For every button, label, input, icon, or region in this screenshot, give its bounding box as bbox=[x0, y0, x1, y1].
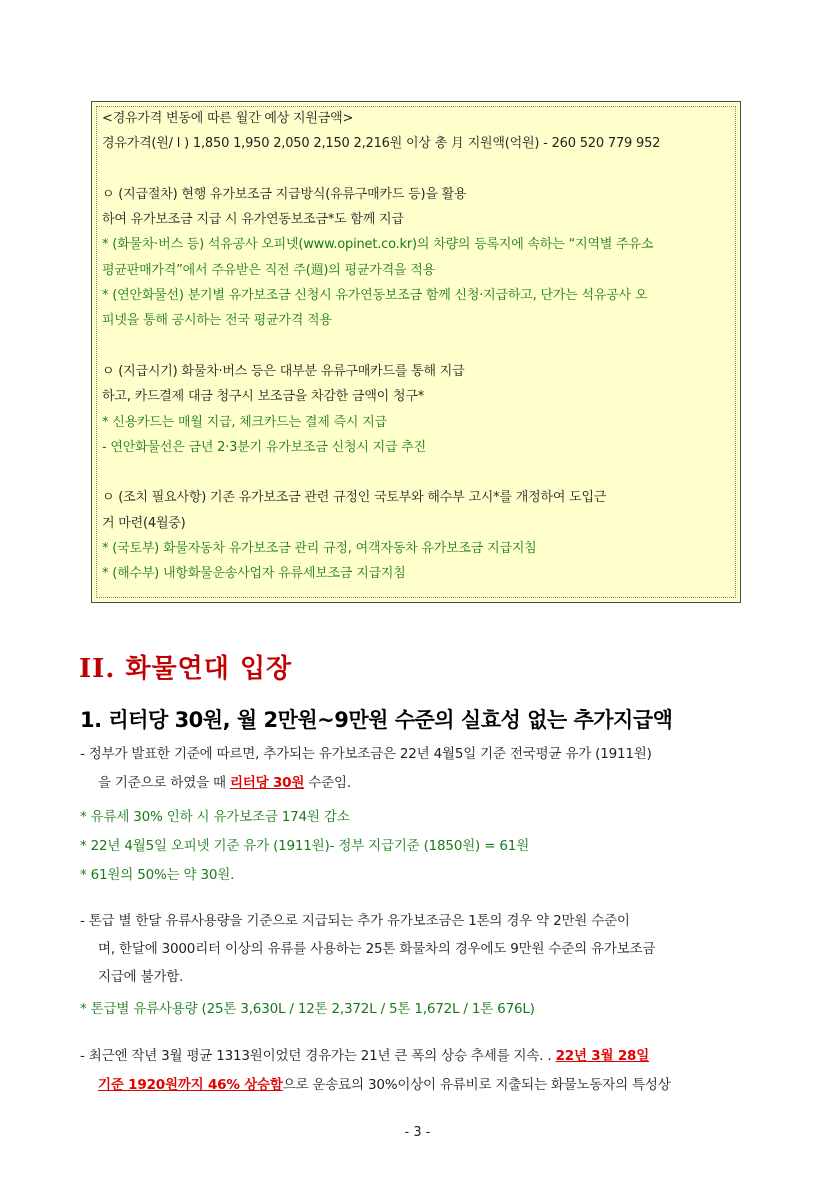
section-title: II. 화물연대 입장 bbox=[79, 654, 293, 684]
paragraph-2-line-2: 며, 한달에 3000리터 이상의 유류를 사용하는 25톤 화물차의 경우에도 9만원 수준의 유가보조금 bbox=[98, 941, 656, 957]
paragraph-1-line-1: - 정부가 발표한 기준에 따르면, 추가되는 유가보조금은 22년 4월5일 기준 전국평균 유가 (1911원) bbox=[80, 746, 652, 762]
box-line: * (화물차·버스 등) 석유공사 오피넷(www.opinet.co.kr)의 차량의 등록지에 속하는 “지역별 주유소 bbox=[102, 237, 654, 253]
info-box-lines bbox=[102, 106, 740, 587]
page-number: - 3 - bbox=[404, 1125, 431, 1140]
box-line: ㅇ (지급절차) 현행 유가보조금 지급방식(유류구매카드 등)을 활용 bbox=[102, 186, 467, 202]
highlight-date: 22년 3월 28일 bbox=[555, 1048, 650, 1064]
box-line: - 연안화물선은 금년 2·3분기 유가보조금 신청시 지급 추진 bbox=[102, 439, 426, 455]
note-3: * 61원의 50%는 약 30원. bbox=[80, 867, 235, 883]
box-line: 경유가격(원/ l ) 1,850 1,950 2,050 2,150 2,216원 이상 총 月 지원액(억원) - 260 520 779 952 bbox=[102, 136, 661, 152]
paragraph-3-text-end: 으로 운송료의 30%이상이 유류비로 지출되는 화물노동자의 특성상 bbox=[282, 1077, 671, 1093]
box-line: * (국토부) 화물자동차 유가보조금 관리 규정, 여객자동차 유가보조금 지급지침 bbox=[102, 541, 537, 557]
note-2: * 22년 4월5일 오피넷 기준 유가 (1911원)- 정부 지급기준 (1850원) = 61원 bbox=[80, 838, 530, 854]
highlight-increase: 기준 1920원까지 46% 상승함 bbox=[98, 1077, 283, 1093]
paragraph-1-line-2 bbox=[98, 771, 351, 791]
paragraph-3-line-2 bbox=[98, 1073, 671, 1093]
box-blank-line bbox=[102, 157, 740, 182]
box-blank-line bbox=[102, 334, 740, 359]
box-line: * (해수부) 내항화물운송사업자 유류세보조금 지급지침 bbox=[102, 566, 406, 582]
box-line: * (연안화물선) 분기별 유가보조금 신청시 유가연동보조금 함께 신청·지급하고, 단가는 석유공사 오 bbox=[102, 288, 648, 304]
box-line: <경유가격 변동에 따른 월간 예상 지원금액> bbox=[102, 111, 354, 126]
paragraph-1-text-end: 수준임. bbox=[304, 775, 351, 791]
note-4: * 톤급별 유류사용량 (25톤 3,630L / 12톤 2,372L / 5톤 1,672L / 1톤 676L) bbox=[80, 1001, 535, 1017]
paragraph-2-line-3: 지급에 불가함. bbox=[98, 969, 184, 985]
highlight-per-liter: 리터당 30원 bbox=[229, 775, 305, 791]
paragraph-2-line-1: - 톤급 별 한달 유류사용량을 기준으로 지급되는 추가 유가보조금은 1톤의 경우 약 2만원 수준이 bbox=[80, 913, 630, 929]
info-box bbox=[91, 101, 741, 603]
box-line: ㅇ (지급시기) 화물차·버스 등은 대부분 유류구매카드를 통해 지급 bbox=[102, 363, 465, 379]
box-line: 하고, 카드결제 대금 청구시 보조금을 차감한 금액이 청구* bbox=[102, 389, 424, 405]
box-line: * 신용카드는 매월 지급, 체크카드는 결제 즉시 지급 bbox=[102, 414, 387, 430]
paragraph-3-line-1 bbox=[80, 1044, 649, 1064]
box-blank-line bbox=[102, 460, 740, 485]
subsection-title: 1. 리터당 30원, 월 2만원~9만원 수준의 실효성 없는 추가지급액 bbox=[80, 708, 673, 732]
box-line: 피넷을 통해 공시하는 전국 평균가격 적용 bbox=[102, 313, 332, 329]
paragraph-1-text: 을 기준으로 하였을 때 bbox=[98, 775, 230, 791]
box-line: 거 마련(4월중) bbox=[102, 515, 186, 531]
paragraph-3-text: - 최근엔 작년 3월 평균 1313원이었던 경유가는 21년 큰 폭의 상승 추세를 지속. . bbox=[80, 1048, 556, 1064]
box-line: ㅇ (조치 필요사항) 기존 유가보조금 관련 규정인 국토부와 해수부 고시*를 개정하여 도입근 bbox=[102, 490, 607, 506]
box-line: 평균판매가격”에서 주유받은 직전 주(週)의 평균가격을 적용 bbox=[102, 262, 435, 278]
box-line: 하여 유가보조금 지급 시 유가연동보조금*도 함께 지급 bbox=[102, 212, 404, 228]
note-1: * 유류세 30% 인하 시 유가보조금 174원 감소 bbox=[80, 809, 350, 825]
